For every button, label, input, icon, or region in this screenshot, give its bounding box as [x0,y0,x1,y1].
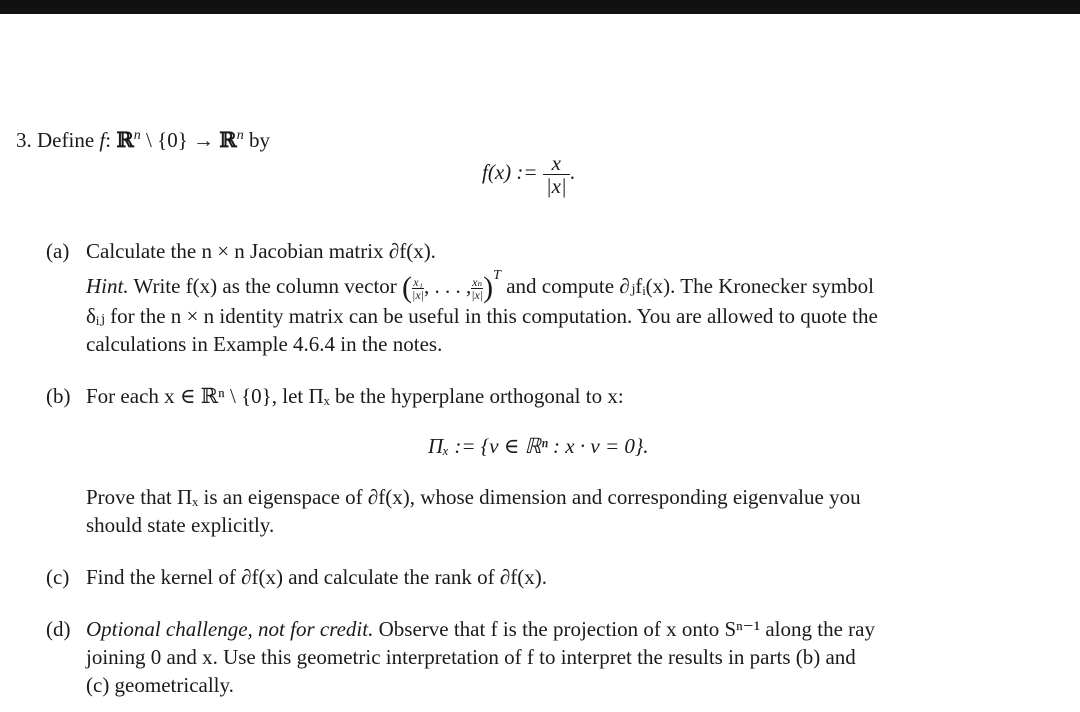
problem-number: 3. [16,128,32,152]
formula-end: . [569,160,575,184]
part-b-line2: Prove that Πₓ is an eigenspace of ∂f(x), whose dimension and corresponding eigenvalue you [86,485,861,509]
part-b-text: For each x ∈ ℝⁿ \ {0}, let Πₓ be the hyperplane orthogonal to x: [86,384,624,408]
part-b-label: (b) [46,384,71,408]
hint-l1a: Write f(x) as the column vector [133,274,397,298]
part-c-label: (c) [46,565,70,589]
part-d-line3: (c) geometrically. [86,673,234,697]
hint-label: Hint. [86,274,129,298]
part-b-formula: Πₓ := {v ∈ ℝⁿ : x · v = 0}. [428,434,649,458]
vec-close: ) [483,271,494,304]
intro-by: by [243,128,270,152]
vec-dots: , . . . , [423,274,472,298]
vec-den-1: |x| [412,287,424,302]
part-a-hint-line2: δᵢⱼ for the n × n identity matrix can be useful in this computation. You are allowed to quote the [86,304,878,328]
intro-define: Define [37,128,95,152]
vec-transpose: T [493,268,501,283]
intro-colon: : [105,128,112,152]
part-c-text: Find the kernel of ∂f(x) and calculate the rank of ∂f(x). [86,565,547,589]
formula-fraction [543,152,570,197]
vec-den-n: |x| [471,287,484,302]
display-formula [482,150,575,197]
intro-mid: \ {0} → [140,128,220,152]
part-a-label: (a) [46,239,70,263]
formula-den: |x| [543,174,570,197]
part-a-hint-line1 [86,268,874,304]
part-d-label: (d) [46,617,71,641]
part-a-text: Calculate the n × n Jacobian matrix ∂f(x). [86,239,436,263]
intro-fn: f [99,128,106,152]
part-d-line1 [86,615,875,643]
intro-R2: ℝ [219,127,237,152]
intro-n2: n [236,128,244,143]
part-d-italic: Optional challenge, not for credit. [86,617,374,641]
part-a-hint-line3: calculations in Example 4.6.4 in the notes. [86,332,443,356]
problem-intro [16,126,270,154]
top-bar [0,0,1080,14]
formula-num: x [551,150,561,175]
vec-num-n: xₙ [472,274,483,289]
part-d-l1: Observe that f is the projection of x onto Sⁿ⁻¹ along the ray [378,617,875,641]
vec-open: ( [402,271,413,304]
intro-R1: ℝ [116,127,134,152]
part-d-line2: joining 0 and x. Use this geometric interpretation of f to interpret the results in parts (b) and [86,645,856,669]
vec-frac-n [471,276,483,301]
part-b-line3: should state explicitly. [86,513,275,537]
formula-lhs: f(x) := [482,160,538,184]
hint-l1b: and compute ∂ⱼfᵢ(x). The Kronecker symbol [506,274,874,298]
vec-frac-1 [412,276,424,301]
vec-num-1: x₁ [413,274,423,289]
intro-n1: n [133,128,141,143]
